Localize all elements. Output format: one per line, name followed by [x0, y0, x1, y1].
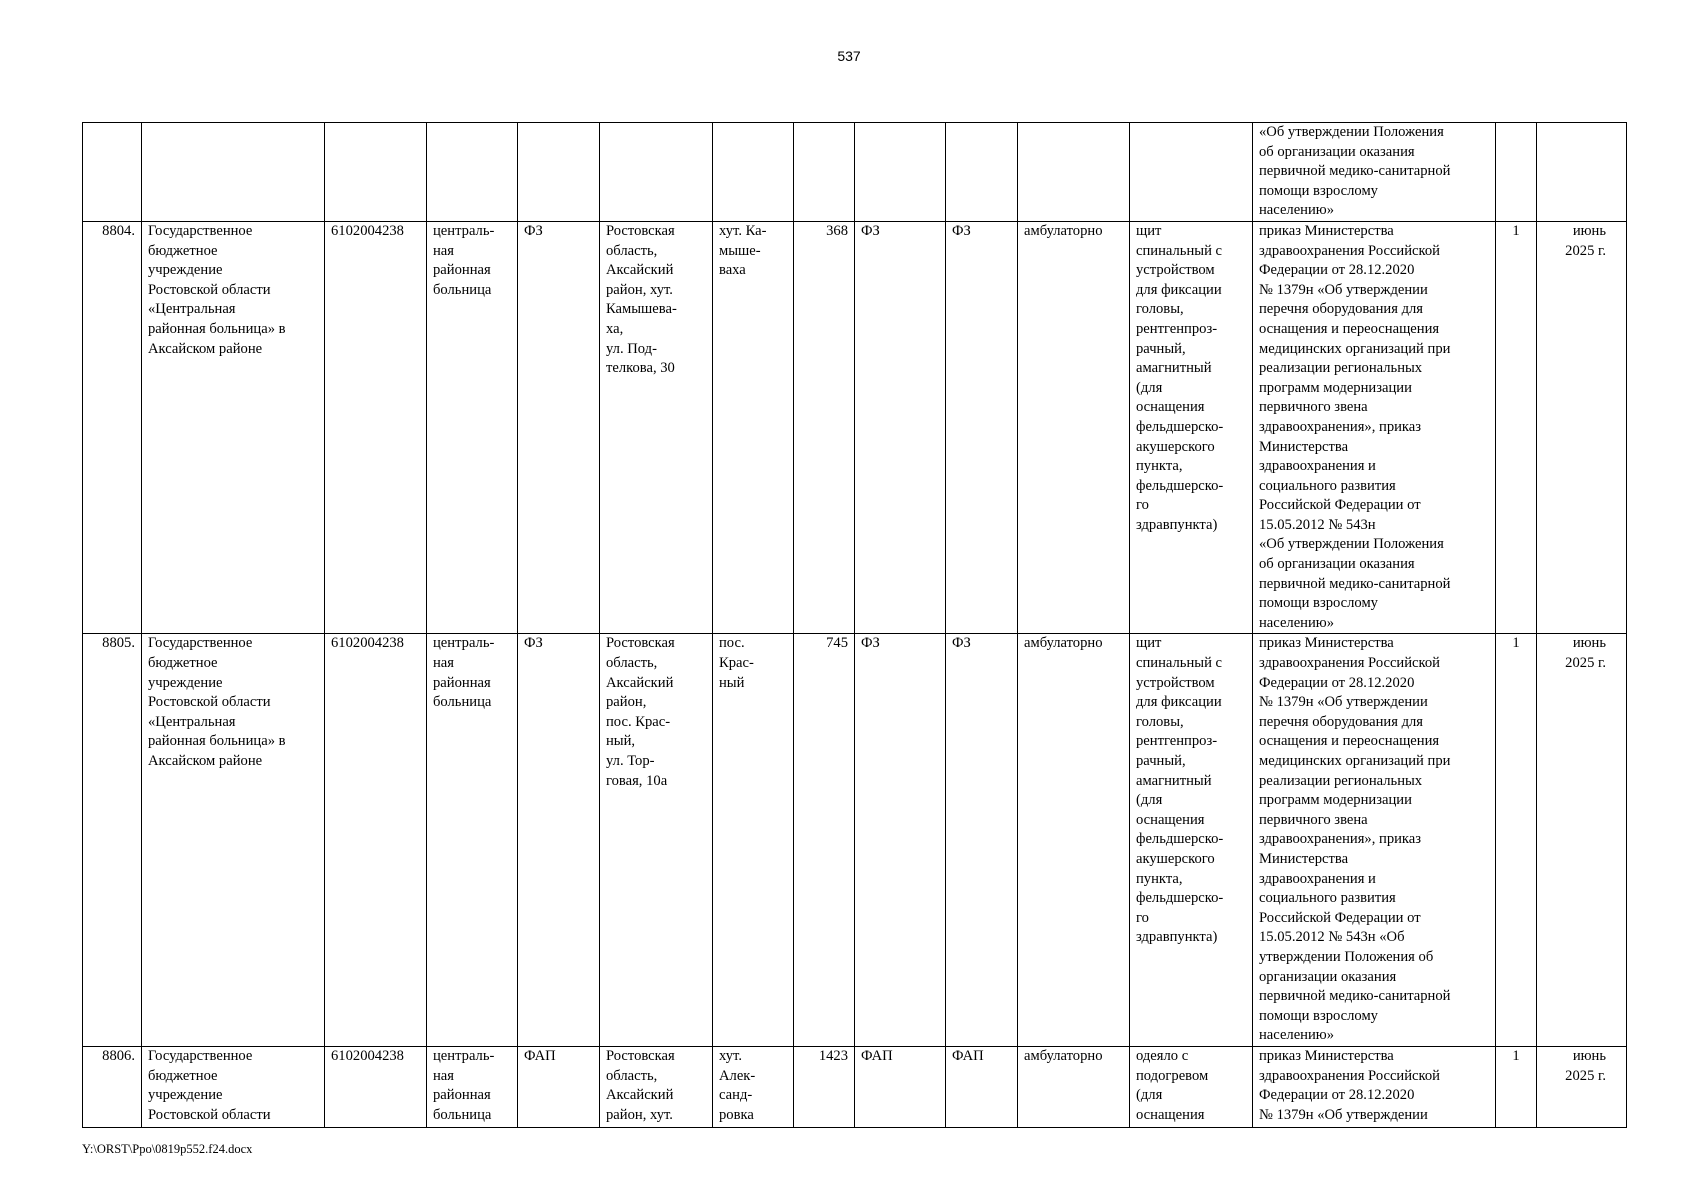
cell-num: 8804.: [83, 221, 142, 633]
table-row: [83, 634, 1627, 1046]
cell-unit3: [946, 123, 1018, 222]
cell-org: Государственное бюджетное учреждение Ростовской области «Центральная районная больница» в Аксайском районе: [142, 634, 325, 1046]
cell-address: Ростовская область, Аксайский район, хут.: [600, 1046, 713, 1127]
cell-date: [1537, 123, 1627, 222]
cell-org: Государственное бюджетное учреждение Ростовской области: [142, 1046, 325, 1127]
table-row: [83, 221, 1627, 633]
cell-type: централь- ная районная больница: [427, 221, 518, 633]
cell-inn: 6102004238: [325, 634, 427, 1046]
cell-population: 368: [794, 221, 855, 633]
cell-unit2: [855, 123, 946, 222]
cell-type: централь- ная районная больница: [427, 634, 518, 1046]
cell-unit2: ФЗ: [855, 634, 946, 1046]
cell-qty: 1: [1496, 1046, 1537, 1127]
cell-population: [794, 123, 855, 222]
table-row: [83, 123, 1627, 222]
cell-org: Государственное бюджетное учреждение Ростовской области «Центральная районная больница» в Аксайском районе: [142, 221, 325, 633]
cell-qty: [1496, 123, 1537, 222]
cell-locality: пос. Крас- ный: [713, 634, 794, 1046]
cell-qty: 1: [1496, 634, 1537, 1046]
cell-qty: 1: [1496, 221, 1537, 633]
cell-inn: 6102004238: [325, 221, 427, 633]
cell-date: июнь 2025 г.: [1537, 1046, 1627, 1127]
page-number: 537: [837, 48, 861, 64]
cell-equipment: щит спинальный с устройством для фиксации головы, рентгенпроз- рачный, амагнитный (для оснащения фельдшерско- акушерского пункта, фельдшерско- го здравпункта): [1130, 634, 1253, 1046]
cell-num: 8805.: [83, 634, 142, 1046]
cell-equipment: одеяло с подогревом (для оснащения: [1130, 1046, 1253, 1127]
cell-type: централь- ная районная больница: [427, 1046, 518, 1127]
cell-unit3: ФЗ: [946, 221, 1018, 633]
cell-unit: ФАП: [518, 1046, 600, 1127]
cell-inn: 6102004238: [325, 1046, 427, 1127]
cell-unit2: ФЗ: [855, 221, 946, 633]
cell-basis: приказ Министерства здравоохранения Российской Федерации от 28.12.2020 № 1379н «Об утверждении: [1253, 1046, 1496, 1127]
cell-num: [83, 123, 142, 222]
cell-population: 1423: [794, 1046, 855, 1127]
cell-num: 8806.: [83, 1046, 142, 1127]
cell-unit: ФЗ: [518, 221, 600, 633]
cell-basis: «Об утверждении Положения об организации оказания первичной медико-санитарной помощи взрослому населению»: [1253, 123, 1496, 222]
cell-address: [600, 123, 713, 222]
cell-unit: [518, 123, 600, 222]
cell-population: 745: [794, 634, 855, 1046]
cell-date: июнь 2025 г.: [1537, 221, 1627, 633]
cell-locality: [713, 123, 794, 222]
cell-address: Ростовская область, Аксайский район, хут. Камышева- ха, ул. Под- телкова, 30: [600, 221, 713, 633]
cell-unit3: ФАП: [946, 1046, 1018, 1127]
cell-address: Ростовская область, Аксайский район, пос. Крас- ный, ул. Тор- говая, 10а: [600, 634, 713, 1046]
cell-unit3: ФЗ: [946, 634, 1018, 1046]
cell-unit: ФЗ: [518, 634, 600, 1046]
cell-basis: приказ Министерства здравоохранения Российской Федерации от 28.12.2020 № 1379н «Об утверждении перечня оборудования для оснащения и переоснащения медицинских организаций при реализации региональных программ модернизации первичного звена здравоохранения», приказ Министерства здравоохранения и социального развития Российской Федерации от 15.05.2012 № 543н «Об утверждении Положения об организации оказания первичной медико-санитарной помощи взрослому населению»: [1253, 634, 1496, 1046]
footer-file-path: Y:\ORST\Ppo\0819p552.f24.docx: [82, 1142, 253, 1156]
cell-basis: приказ Министерства здравоохранения Российской Федерации от 28.12.2020 № 1379н «Об утверждении перечня оборудования для оснащения и переоснащения медицинских организаций при реализации региональных программ модернизации первичного звена здравоохранения», приказ Министерства здравоохранения и социального развития Российской Федерации от 15.05.2012 № 543н «Об утверждении Положения об организации оказания первичной медико-санитарной помощи взрослому населению»: [1253, 221, 1496, 633]
cell-unit2: ФАП: [855, 1046, 946, 1127]
cell-date: июнь 2025 г.: [1537, 634, 1627, 1046]
cell-equipment: щит спинальный с устройством для фиксации головы, рентгенпроз- рачный, амагнитный (для оснащения фельдшерско- акушерского пункта, фельдшерско- го здравпункта): [1130, 221, 1253, 633]
cell-care: [1018, 123, 1130, 222]
document-table: [82, 122, 1627, 1128]
cell-care: амбулаторно: [1018, 1046, 1130, 1127]
cell-equipment: [1130, 123, 1253, 222]
cell-type: [427, 123, 518, 222]
cell-care: амбулаторно: [1018, 634, 1130, 1046]
table-row: [83, 1046, 1627, 1127]
cell-locality: хут. Алек- санд- ровка: [713, 1046, 794, 1127]
cell-care: амбулаторно: [1018, 221, 1130, 633]
cell-org: [142, 123, 325, 222]
cell-inn: [325, 123, 427, 222]
cell-locality: хут. Ка- мыше- ваха: [713, 221, 794, 633]
